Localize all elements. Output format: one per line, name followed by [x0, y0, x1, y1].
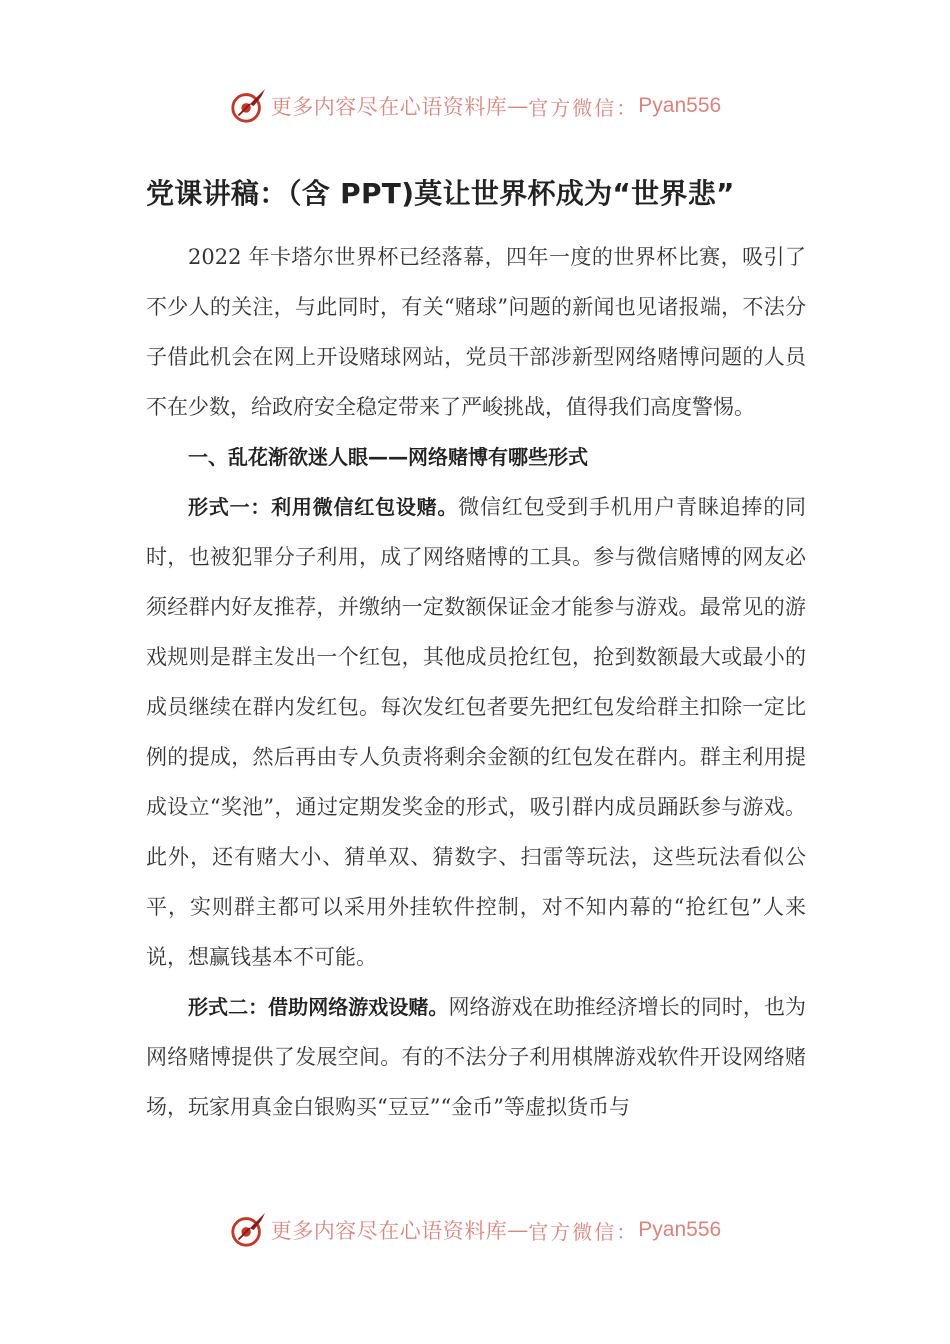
quill-circle-icon [229, 87, 267, 125]
intro-paragraph: 2022 年卡塔尔世界杯已经落幕，四年一度的世界杯比赛，吸引了不少人的关注，与此同时，有关“赌球”问题的新闻也见诸报端，不法分子借此机会在网上开设赌球网站，党员干部涉新型网络赌博问题的人员不在少数，给政府安全稳定带来了严峻挑战，值得我们高度警惕。 [146, 245, 806, 419]
banner-text: 更多内容尽在心语资料库 [270, 95, 508, 119]
section-heading [146, 432, 806, 482]
banner-separator: — [507, 1218, 529, 1242]
banner-separator: — [507, 94, 529, 118]
form1-text: 微信红包受到手机用户青睐追捧的同时，也被犯罪分子利用，成了网络赌博的工具。参与微信赌博的网友必须经群内好友推荐，并缴纳一定数额保证金才能参与游戏。最常见的游戏规则是群主发出一个红包，其他成员抢红包，抢到数额最大或最小的成员继续在群内发红包。每次发红包者要先把红包发给群主扣除一定比例的提成，然后再由专人负责将剩余金额的红包发在群内。群主利用提成设立“奖池”，通过定期发奖金的形式，吸引群内成员踊跃参与游戏。此外，还有赌大小、猜单双、猜数字、扫雷等玩法，这些玩法看似公平，实则群主都可以采用外挂软件控制，对不知内幕的“抢红包”人来说，想赢钱基本不可能。 [146, 495, 807, 969]
banner-wechat-label: 官方微信： [528, 1219, 639, 1244]
section1-heading: 一、乱花渐欲迷人眼——网络赌博有哪些形式 [188, 445, 588, 469]
form2-lead: 形式二：借助网络游戏设赌。 [188, 995, 449, 1019]
form2-paragraph [146, 982, 806, 1132]
document-body [146, 232, 806, 1132]
banner-wechat-label: 官方微信： [528, 95, 639, 120]
form1-paragraph [146, 482, 806, 982]
quill-circle-icon [229, 1211, 267, 1249]
form2-text: 网络游戏在助推经济增长的同时，也为网络赌博提供了发展空间。有的不法分子利用棋牌游戏软件开设网络赌场，玩家用真金白银购买“豆豆”“金币”等虚拟货币与 [146, 995, 807, 1119]
document-title: 党课讲稿：（含 PPT)莫让世界杯成为“世界悲” [146, 177, 735, 210]
banner-wechat-id: Pyan556 [638, 1218, 722, 1241]
footer-banner[interactable] [0, 1208, 950, 1252]
header-banner[interactable] [0, 84, 950, 128]
banner-text: 更多内容尽在心语资料库 [270, 1219, 508, 1243]
form1-lead: 形式一：利用微信红包设赌。 [188, 495, 459, 519]
banner-wechat-id: Pyan556 [638, 94, 722, 117]
